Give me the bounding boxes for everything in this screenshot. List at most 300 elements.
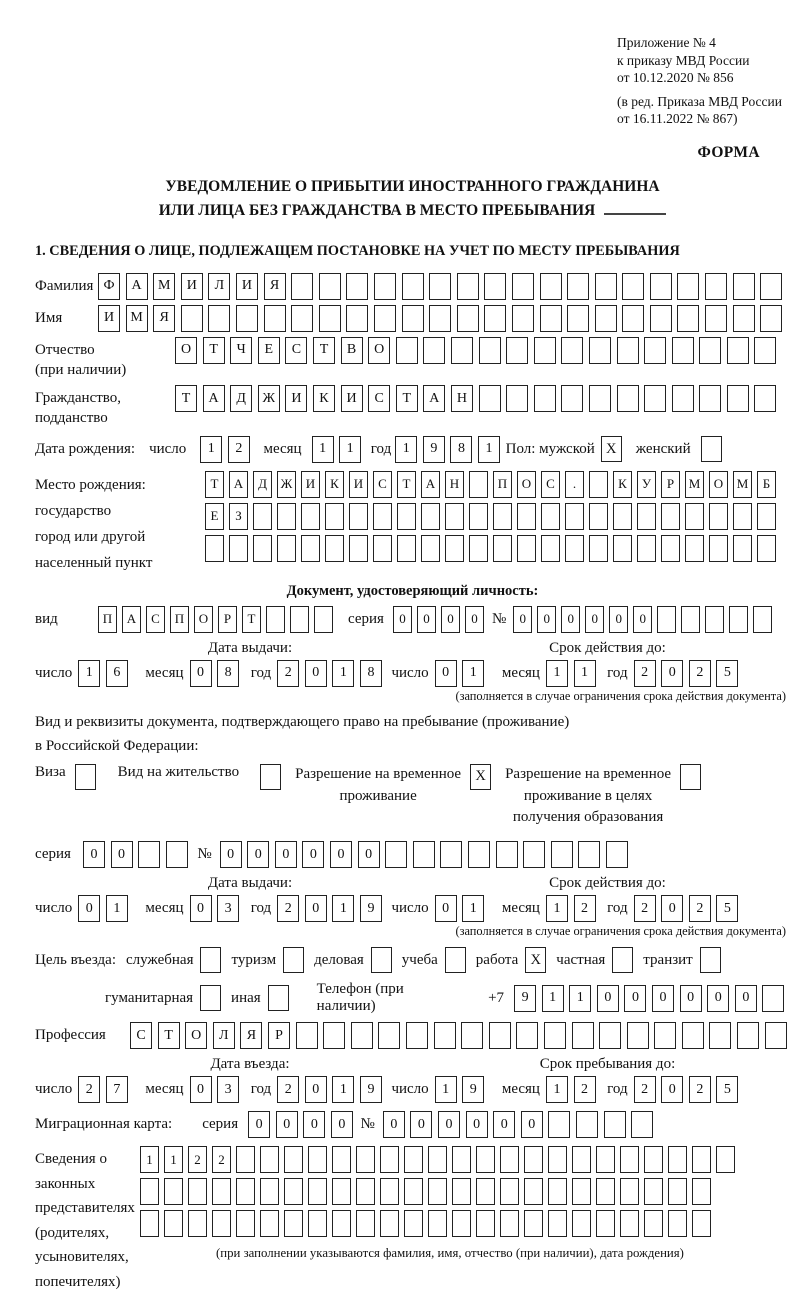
char-cell[interactable]: 8 <box>450 436 472 463</box>
char-cell[interactable]: 0 <box>633 606 652 633</box>
char-cell[interactable] <box>565 535 584 562</box>
char-cell[interactable] <box>332 1210 351 1237</box>
char-cell[interactable] <box>500 1146 519 1173</box>
char-cell[interactable] <box>380 1210 399 1237</box>
char-cell[interactable] <box>452 1146 471 1173</box>
char-cell[interactable] <box>733 503 752 530</box>
char-cell[interactable] <box>682 1022 704 1049</box>
char-cell[interactable] <box>733 273 755 300</box>
char-cell[interactable] <box>567 273 589 300</box>
char-cell[interactable] <box>440 841 462 868</box>
char-cell[interactable]: 1 <box>462 660 484 687</box>
char-cell[interactable]: 7 <box>106 1076 128 1103</box>
char-cell[interactable]: 0 <box>247 841 269 868</box>
char-cell[interactable] <box>319 273 341 300</box>
char-cell[interactable]: А <box>421 471 440 498</box>
char-cell[interactable] <box>685 503 704 530</box>
char-cell[interactable] <box>476 1146 495 1173</box>
char-cell[interactable]: А <box>203 385 225 412</box>
char-cell[interactable] <box>208 305 230 332</box>
char-cell[interactable]: Т <box>203 337 225 364</box>
temp-residence-edu-checkbox[interactable] <box>680 764 701 790</box>
char-cell[interactable]: 0 <box>83 841 105 868</box>
char-cell[interactable]: 0 <box>190 1076 212 1103</box>
char-cell[interactable] <box>534 385 556 412</box>
char-cell[interactable] <box>754 385 776 412</box>
char-cell[interactable] <box>692 1146 711 1173</box>
char-cell[interactable]: В <box>341 337 363 364</box>
char-cell[interactable]: 2 <box>212 1146 231 1173</box>
char-cell[interactable]: 1 <box>332 895 354 922</box>
char-cell[interactable]: Н <box>445 471 464 498</box>
char-cell[interactable]: 0 <box>417 606 436 633</box>
char-cell[interactable] <box>692 1178 711 1205</box>
char-cell[interactable] <box>445 535 464 562</box>
char-cell[interactable]: 3 <box>217 1076 239 1103</box>
char-cell[interactable] <box>484 305 506 332</box>
char-cell[interactable]: Я <box>264 273 286 300</box>
char-cell[interactable] <box>140 1178 159 1205</box>
char-cell[interactable]: О <box>517 471 536 498</box>
char-cell[interactable] <box>699 337 721 364</box>
char-cell[interactable]: О <box>194 606 213 633</box>
char-cell[interactable]: С <box>130 1022 152 1049</box>
char-cell[interactable] <box>406 1022 428 1049</box>
char-cell[interactable] <box>637 535 656 562</box>
char-cell[interactable] <box>685 535 704 562</box>
char-cell[interactable] <box>604 1111 626 1138</box>
char-cell[interactable] <box>277 535 296 562</box>
char-cell[interactable]: Т <box>205 471 224 498</box>
char-cell[interactable]: П <box>98 606 117 633</box>
char-cell[interactable] <box>314 606 333 633</box>
char-cell[interactable]: З <box>229 503 248 530</box>
char-cell[interactable] <box>423 337 445 364</box>
char-cell[interactable]: 1 <box>78 660 100 687</box>
char-cell[interactable]: 0 <box>305 660 327 687</box>
char-cell[interactable]: 0 <box>276 1111 298 1138</box>
char-cell[interactable]: 9 <box>360 895 382 922</box>
char-cell[interactable] <box>404 1210 423 1237</box>
char-cell[interactable] <box>709 503 728 530</box>
char-cell[interactable] <box>164 1178 183 1205</box>
char-cell[interactable] <box>672 337 694 364</box>
char-cell[interactable] <box>402 273 424 300</box>
char-cell[interactable] <box>476 1178 495 1205</box>
char-cell[interactable]: А <box>126 273 148 300</box>
char-cell[interactable] <box>677 273 699 300</box>
char-cell[interactable]: 0 <box>661 1076 683 1103</box>
char-cell[interactable] <box>421 503 440 530</box>
char-cell[interactable]: 2 <box>188 1146 207 1173</box>
char-cell[interactable]: С <box>146 606 165 633</box>
char-cell[interactable] <box>385 841 407 868</box>
char-cell[interactable] <box>572 1022 594 1049</box>
char-cell[interactable]: С <box>368 385 390 412</box>
char-cell[interactable] <box>572 1146 591 1173</box>
char-cell[interactable]: О <box>185 1022 207 1049</box>
char-cell[interactable]: С <box>373 471 392 498</box>
char-cell[interactable] <box>236 1210 255 1237</box>
char-cell[interactable] <box>512 305 534 332</box>
char-cell[interactable] <box>524 1210 543 1237</box>
char-cell[interactable] <box>346 305 368 332</box>
char-cell[interactable] <box>572 1178 591 1205</box>
char-cell[interactable]: 0 <box>493 1111 515 1138</box>
char-cell[interactable]: И <box>181 273 203 300</box>
char-cell[interactable] <box>760 305 782 332</box>
char-cell[interactable] <box>668 1178 687 1205</box>
char-cell[interactable] <box>319 305 341 332</box>
char-cell[interactable] <box>181 305 203 332</box>
char-cell[interactable] <box>548 1210 567 1237</box>
char-cell[interactable] <box>589 503 608 530</box>
char-cell[interactable]: 2 <box>689 660 711 687</box>
char-cell[interactable] <box>657 606 676 633</box>
char-cell[interactable]: 8 <box>217 660 239 687</box>
char-cell[interactable] <box>672 385 694 412</box>
char-cell[interactable]: И <box>341 385 363 412</box>
char-cell[interactable] <box>705 606 724 633</box>
char-cell[interactable] <box>644 385 666 412</box>
char-cell[interactable]: 6 <box>106 660 128 687</box>
char-cell[interactable] <box>524 1178 543 1205</box>
char-cell[interactable]: И <box>236 273 258 300</box>
char-cell[interactable]: 2 <box>277 895 299 922</box>
char-cell[interactable]: 0 <box>661 660 683 687</box>
char-cell[interactable] <box>661 503 680 530</box>
char-cell[interactable]: 0 <box>597 985 619 1012</box>
char-cell[interactable]: 2 <box>574 1076 596 1103</box>
char-cell[interactable]: 5 <box>716 895 738 922</box>
char-cell[interactable]: 0 <box>465 606 484 633</box>
char-cell[interactable] <box>595 305 617 332</box>
char-cell[interactable] <box>138 841 160 868</box>
char-cell[interactable]: 1 <box>462 895 484 922</box>
char-cell[interactable] <box>644 1178 663 1205</box>
char-cell[interactable] <box>351 1022 373 1049</box>
char-cell[interactable] <box>620 1146 639 1173</box>
char-cell[interactable] <box>500 1178 519 1205</box>
char-cell[interactable] <box>627 1022 649 1049</box>
char-cell[interactable]: К <box>613 471 632 498</box>
char-cell[interactable]: И <box>98 305 120 332</box>
char-cell[interactable] <box>709 535 728 562</box>
char-cell[interactable] <box>506 385 528 412</box>
char-cell[interactable] <box>457 273 479 300</box>
char-cell[interactable] <box>617 385 639 412</box>
char-cell[interactable]: Т <box>313 337 335 364</box>
char-cell[interactable]: О <box>368 337 390 364</box>
char-cell[interactable]: 0 <box>561 606 580 633</box>
char-cell[interactable] <box>524 1146 543 1173</box>
sex-female-checkbox[interactable] <box>701 436 722 462</box>
char-cell[interactable] <box>644 1210 663 1237</box>
char-cell[interactable]: 0 <box>735 985 757 1012</box>
purpose-sluzhebnaya-checkbox[interactable] <box>200 947 221 973</box>
char-cell[interactable]: 1 <box>542 985 564 1012</box>
char-cell[interactable] <box>622 305 644 332</box>
char-cell[interactable] <box>374 273 396 300</box>
char-cell[interactable] <box>451 337 473 364</box>
char-cell[interactable]: И <box>349 471 368 498</box>
char-cell[interactable] <box>760 273 782 300</box>
char-cell[interactable] <box>681 606 700 633</box>
char-cell[interactable] <box>421 535 440 562</box>
char-cell[interactable] <box>677 305 699 332</box>
char-cell[interactable]: 0 <box>438 1111 460 1138</box>
char-cell[interactable] <box>561 385 583 412</box>
char-cell[interactable]: 1 <box>546 1076 568 1103</box>
char-cell[interactable]: 9 <box>462 1076 484 1103</box>
char-cell[interactable] <box>709 1022 731 1049</box>
char-cell[interactable]: 1 <box>395 436 417 463</box>
char-cell[interactable] <box>325 503 344 530</box>
char-cell[interactable] <box>540 273 562 300</box>
char-cell[interactable] <box>727 337 749 364</box>
purpose-delovaya-checkbox[interactable] <box>371 947 392 973</box>
char-cell[interactable] <box>589 471 608 498</box>
char-cell[interactable] <box>595 273 617 300</box>
char-cell[interactable] <box>397 535 416 562</box>
char-cell[interactable]: 1 <box>332 660 354 687</box>
char-cell[interactable]: 0 <box>190 895 212 922</box>
char-cell[interactable]: О <box>709 471 728 498</box>
char-cell[interactable] <box>332 1178 351 1205</box>
char-cell[interactable] <box>596 1178 615 1205</box>
char-cell[interactable]: Д <box>230 385 252 412</box>
char-cell[interactable]: 0 <box>585 606 604 633</box>
char-cell[interactable]: Ф <box>98 273 120 300</box>
char-cell[interactable] <box>754 337 776 364</box>
char-cell[interactable]: 0 <box>393 606 412 633</box>
char-cell[interactable] <box>737 1022 759 1049</box>
char-cell[interactable] <box>479 337 501 364</box>
char-cell[interactable]: 0 <box>466 1111 488 1138</box>
char-cell[interactable] <box>378 1022 400 1049</box>
char-cell[interactable]: И <box>285 385 307 412</box>
char-cell[interactable] <box>548 1111 570 1138</box>
char-cell[interactable]: С <box>541 471 560 498</box>
char-cell[interactable]: 0 <box>220 841 242 868</box>
char-cell[interactable] <box>589 535 608 562</box>
char-cell[interactable]: 0 <box>435 660 457 687</box>
char-cell[interactable]: 1 <box>106 895 128 922</box>
char-cell[interactable]: 0 <box>330 841 352 868</box>
char-cell[interactable] <box>205 535 224 562</box>
char-cell[interactable] <box>260 1210 279 1237</box>
char-cell[interactable] <box>301 503 320 530</box>
char-cell[interactable] <box>548 1146 567 1173</box>
char-cell[interactable] <box>428 1178 447 1205</box>
char-cell[interactable]: 9 <box>514 985 536 1012</box>
char-cell[interactable]: 0 <box>609 606 628 633</box>
char-cell[interactable] <box>212 1210 231 1237</box>
char-cell[interactable]: М <box>685 471 704 498</box>
char-cell[interactable] <box>236 1178 255 1205</box>
char-cell[interactable] <box>705 305 727 332</box>
char-cell[interactable] <box>356 1146 375 1173</box>
char-cell[interactable] <box>517 535 536 562</box>
char-cell[interactable] <box>413 841 435 868</box>
char-cell[interactable]: У <box>637 471 656 498</box>
char-cell[interactable] <box>567 305 589 332</box>
char-cell[interactable]: Д <box>253 471 272 498</box>
char-cell[interactable] <box>631 1111 653 1138</box>
char-cell[interactable]: И <box>301 471 320 498</box>
char-cell[interactable] <box>434 1022 456 1049</box>
char-cell[interactable] <box>301 535 320 562</box>
char-cell[interactable] <box>654 1022 676 1049</box>
char-cell[interactable] <box>548 1178 567 1205</box>
char-cell[interactable] <box>762 985 784 1012</box>
char-cell[interactable] <box>397 503 416 530</box>
char-cell[interactable] <box>500 1210 519 1237</box>
char-cell[interactable]: 0 <box>410 1111 432 1138</box>
char-cell[interactable] <box>380 1178 399 1205</box>
char-cell[interactable]: А <box>229 471 248 498</box>
char-cell[interactable] <box>325 535 344 562</box>
char-cell[interactable] <box>551 841 573 868</box>
char-cell[interactable]: 2 <box>228 436 250 463</box>
char-cell[interactable]: . <box>565 471 584 498</box>
char-cell[interactable]: 0 <box>305 895 327 922</box>
char-cell[interactable] <box>753 606 772 633</box>
char-cell[interactable] <box>380 1146 399 1173</box>
char-cell[interactable] <box>572 1210 591 1237</box>
char-cell[interactable]: К <box>313 385 335 412</box>
char-cell[interactable]: 0 <box>441 606 460 633</box>
char-cell[interactable] <box>727 385 749 412</box>
char-cell[interactable] <box>277 503 296 530</box>
char-cell[interactable] <box>346 273 368 300</box>
char-cell[interactable] <box>565 503 584 530</box>
char-cell[interactable] <box>164 1210 183 1237</box>
char-cell[interactable] <box>637 503 656 530</box>
char-cell[interactable] <box>323 1022 345 1049</box>
char-cell[interactable] <box>606 841 628 868</box>
char-cell[interactable] <box>402 305 424 332</box>
char-cell[interactable] <box>716 1146 735 1173</box>
char-cell[interactable] <box>705 273 727 300</box>
char-cell[interactable]: С <box>285 337 307 364</box>
sex-male-checkbox[interactable]: X <box>601 436 622 462</box>
purpose-inaya-checkbox[interactable] <box>268 985 289 1011</box>
char-cell[interactable]: 0 <box>358 841 380 868</box>
char-cell[interactable] <box>469 535 488 562</box>
char-cell[interactable]: 0 <box>302 841 324 868</box>
char-cell[interactable] <box>589 385 611 412</box>
char-cell[interactable] <box>540 305 562 332</box>
char-cell[interactable] <box>188 1210 207 1237</box>
char-cell[interactable] <box>729 606 748 633</box>
purpose-chastnaya-checkbox[interactable] <box>612 947 633 973</box>
char-cell[interactable] <box>544 1022 566 1049</box>
char-cell[interactable]: Ч <box>230 337 252 364</box>
char-cell[interactable] <box>308 1178 327 1205</box>
char-cell[interactable] <box>596 1146 615 1173</box>
char-cell[interactable]: 1 <box>312 436 334 463</box>
char-cell[interactable]: 5 <box>716 1076 738 1103</box>
purpose-tranzit-checkbox[interactable] <box>700 947 721 973</box>
char-cell[interactable]: 1 <box>574 660 596 687</box>
char-cell[interactable] <box>489 1022 511 1049</box>
char-cell[interactable] <box>534 337 556 364</box>
char-cell[interactable]: Т <box>242 606 261 633</box>
char-cell[interactable] <box>308 1146 327 1173</box>
char-cell[interactable] <box>253 503 272 530</box>
char-cell[interactable] <box>733 305 755 332</box>
char-cell[interactable] <box>373 503 392 530</box>
char-cell[interactable] <box>757 503 776 530</box>
char-cell[interactable]: Л <box>208 273 230 300</box>
char-cell[interactable] <box>576 1111 598 1138</box>
char-cell[interactable] <box>166 841 188 868</box>
char-cell[interactable]: 2 <box>78 1076 100 1103</box>
char-cell[interactable]: Ж <box>277 471 296 498</box>
char-cell[interactable]: 1 <box>569 985 591 1012</box>
char-cell[interactable] <box>493 535 512 562</box>
char-cell[interactable]: 0 <box>331 1111 353 1138</box>
char-cell[interactable]: 1 <box>164 1146 183 1173</box>
char-cell[interactable]: 2 <box>277 1076 299 1103</box>
char-cell[interactable] <box>236 1146 255 1173</box>
char-cell[interactable]: А <box>122 606 141 633</box>
char-cell[interactable] <box>541 535 560 562</box>
char-cell[interactable] <box>512 273 534 300</box>
char-cell[interactable] <box>620 1210 639 1237</box>
char-cell[interactable] <box>428 1210 447 1237</box>
char-cell[interactable]: 2 <box>689 1076 711 1103</box>
char-cell[interactable]: 8 <box>360 660 382 687</box>
char-cell[interactable]: П <box>170 606 189 633</box>
char-cell[interactable]: 2 <box>277 660 299 687</box>
temp-residence-checkbox[interactable]: X <box>470 764 491 790</box>
char-cell[interactable] <box>613 535 632 562</box>
char-cell[interactable] <box>140 1210 159 1237</box>
char-cell[interactable] <box>349 535 368 562</box>
char-cell[interactable] <box>349 503 368 530</box>
char-cell[interactable] <box>429 305 451 332</box>
char-cell[interactable] <box>692 1210 711 1237</box>
char-cell[interactable]: 0 <box>652 985 674 1012</box>
char-cell[interactable]: 9 <box>360 1076 382 1103</box>
char-cell[interactable]: Б <box>757 471 776 498</box>
purpose-turizm-checkbox[interactable] <box>283 947 304 973</box>
char-cell[interactable]: 2 <box>634 895 656 922</box>
char-cell[interactable] <box>484 273 506 300</box>
char-cell[interactable] <box>356 1178 375 1205</box>
char-cell[interactable]: 0 <box>707 985 729 1012</box>
char-cell[interactable]: О <box>175 337 197 364</box>
char-cell[interactable] <box>332 1146 351 1173</box>
residence-permit-checkbox[interactable] <box>260 764 281 790</box>
char-cell[interactable]: Т <box>175 385 197 412</box>
char-cell[interactable] <box>599 1022 621 1049</box>
char-cell[interactable] <box>661 535 680 562</box>
char-cell[interactable]: 2 <box>574 895 596 922</box>
char-cell[interactable] <box>468 841 490 868</box>
char-cell[interactable] <box>506 337 528 364</box>
char-cell[interactable] <box>461 1022 483 1049</box>
char-cell[interactable] <box>260 1178 279 1205</box>
char-cell[interactable]: Н <box>451 385 473 412</box>
char-cell[interactable]: 1 <box>339 436 361 463</box>
char-cell[interactable] <box>765 1022 787 1049</box>
char-cell[interactable]: Л <box>213 1022 235 1049</box>
char-cell[interactable] <box>516 1022 538 1049</box>
char-cell[interactable]: 0 <box>190 660 212 687</box>
